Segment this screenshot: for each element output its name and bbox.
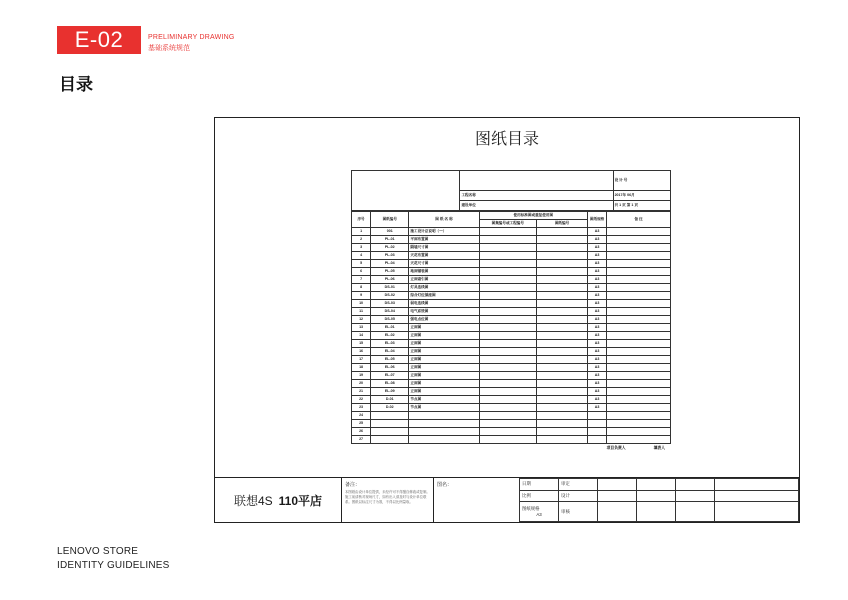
- table-cell: PL-03: [371, 252, 409, 260]
- table-cell: [536, 300, 587, 308]
- table-cell: [607, 372, 671, 380]
- table-cell: A3: [588, 348, 607, 356]
- table-row: [352, 436, 671, 444]
- table-cell: A3: [588, 316, 607, 324]
- scale-label: 比例: [520, 490, 559, 502]
- table-cell: A3: [588, 300, 607, 308]
- table-cell: A3: [588, 364, 607, 372]
- table-cell: [536, 340, 587, 348]
- table-cell: [536, 436, 587, 444]
- table-cell: 隔墙尺寸图: [409, 244, 479, 252]
- page-code-badge: E-02: [57, 26, 141, 54]
- drawing-name-label: 图名：: [437, 482, 453, 488]
- table-cell: [536, 404, 587, 412]
- table-row: [352, 228, 671, 236]
- table-cell: [536, 380, 587, 388]
- table-cell: 6: [352, 268, 371, 276]
- table-cell: [479, 260, 536, 268]
- table-cell: 17: [352, 356, 371, 364]
- table-cell: PL-02: [371, 244, 409, 252]
- table-row: [352, 396, 671, 404]
- table-cell: [479, 428, 536, 436]
- table-cell: [607, 292, 671, 300]
- table-cell: 平面布置图: [409, 236, 479, 244]
- sheet-title: 图纸目录: [474, 129, 539, 148]
- table-cell: [607, 268, 671, 276]
- table-cell: [588, 436, 607, 444]
- info-blank-2: [460, 171, 613, 191]
- col-name: 图 纸 名 称: [409, 212, 479, 228]
- col-remark: 备 注: [607, 212, 671, 228]
- table-cell: [607, 428, 671, 436]
- table-cell: EL-01: [371, 324, 409, 332]
- table-cell: [536, 308, 587, 316]
- col-std-no: 图集编号或工程编号: [479, 220, 536, 228]
- table-cell: [607, 236, 671, 244]
- table-cell: DS-04: [371, 308, 409, 316]
- table-cell: 立面图: [409, 348, 479, 356]
- table-cell: [479, 244, 536, 252]
- table-row: [352, 348, 671, 356]
- table-cell: A3: [588, 372, 607, 380]
- table-cell: 18: [352, 364, 371, 372]
- table-cell: [536, 420, 587, 428]
- table-cell: D-01: [371, 396, 409, 404]
- table-cell: 地面铺装图: [409, 268, 479, 276]
- table-cell: [607, 388, 671, 396]
- table-cell: [536, 260, 587, 268]
- table-cell: 14: [352, 332, 371, 340]
- table-cell: A3: [588, 228, 607, 236]
- table-cell: [607, 260, 671, 268]
- table-cell: A3: [588, 236, 607, 244]
- table-cell: [371, 420, 409, 428]
- table-cell: 5: [352, 260, 371, 268]
- table-cell: [607, 364, 671, 372]
- table-cell: A3: [588, 332, 607, 340]
- table-cell: DS-05: [371, 316, 409, 324]
- table-row: [352, 412, 671, 420]
- table-cell: [479, 420, 536, 428]
- table-cell: 电气系统图: [409, 308, 479, 316]
- table-cell: A3: [588, 404, 607, 412]
- table-cell: [536, 388, 587, 396]
- table-cell: [607, 332, 671, 340]
- table-cell: [479, 252, 536, 260]
- table-cell: A3: [588, 260, 607, 268]
- table-row: [352, 324, 671, 332]
- table-cell: [536, 372, 587, 380]
- table-cell: 天花尺寸图: [409, 260, 479, 268]
- design-no-label: 设 计 号: [613, 171, 670, 191]
- table-cell: 8: [352, 284, 371, 292]
- table-cell: A3: [588, 292, 607, 300]
- table-cell: A3: [588, 252, 607, 260]
- table-cell: 22: [352, 396, 371, 404]
- table-row: [352, 260, 671, 268]
- table-cell: A3: [588, 324, 607, 332]
- table-cell: 立面图: [409, 324, 479, 332]
- table-cell: [536, 332, 587, 340]
- table-cell: PL-01: [371, 236, 409, 244]
- table-cell: 1: [352, 228, 371, 236]
- table-cell: [479, 356, 536, 364]
- table-cell: [479, 364, 536, 372]
- table-row: [352, 236, 671, 244]
- table-cell: [371, 436, 409, 444]
- table-cell: [607, 436, 671, 444]
- table-cell: 3: [352, 244, 371, 252]
- table-cell: [479, 380, 536, 388]
- table-cell: 天花布置图: [409, 252, 479, 260]
- col-std-group: 使用标准图或重复使用图: [479, 212, 587, 220]
- table-row: [352, 388, 671, 396]
- table-cell: 立面图: [409, 340, 479, 348]
- table-cell: 21: [352, 388, 371, 396]
- info-page: 共 1 页 第 1 页: [613, 201, 670, 211]
- table-cell: 24: [352, 412, 371, 420]
- notes-text: 本图纸由设计单位提供，未经许可不得擅自修改或复制。施工前请核对现场尺寸，如有出入请及时与设计单位联系。图纸以标注尺寸为准，不得以比例量取。: [345, 490, 430, 504]
- table-row: [352, 356, 671, 364]
- table-row: [352, 316, 671, 324]
- table-cell: [479, 268, 536, 276]
- table-cell: EL-02: [371, 332, 409, 340]
- project-name-b: 110平店: [278, 493, 323, 508]
- table-row: [352, 244, 671, 252]
- table-cell: [536, 276, 587, 284]
- table-cell: [588, 420, 607, 428]
- table-cell: [479, 276, 536, 284]
- size-label: 图纸规格: [522, 506, 540, 512]
- table-row: [352, 292, 671, 300]
- table-cell: [607, 316, 671, 324]
- table-cell: [479, 284, 536, 292]
- table-cell: 立面图: [409, 388, 479, 396]
- table-row: [352, 308, 671, 316]
- table-cell: EL-07: [371, 372, 409, 380]
- table-cell: A3: [588, 380, 607, 388]
- table-cell: PL-06: [371, 276, 409, 284]
- table-cell: EL-03: [371, 340, 409, 348]
- table-row: [352, 300, 671, 308]
- table-cell: [479, 388, 536, 396]
- table-cell: [479, 228, 536, 236]
- table-cell: A3: [588, 284, 607, 292]
- project-name: [215, 478, 342, 522]
- table-cell: [536, 284, 587, 292]
- table-cell: PL-05: [371, 268, 409, 276]
- table-cell: DS-03: [371, 300, 409, 308]
- table-cell: 弱电连线图: [409, 300, 479, 308]
- table-cell: [479, 348, 536, 356]
- table-cell: 12: [352, 316, 371, 324]
- table-cell: [536, 228, 587, 236]
- col-seq: 序号: [352, 212, 371, 228]
- table-cell: [479, 324, 536, 332]
- drawing-index-table: [351, 211, 671, 444]
- table-cell: 2: [352, 236, 371, 244]
- table-cell: 25: [352, 420, 371, 428]
- project-name-a: 联想4S: [233, 493, 273, 508]
- table-cell: [588, 412, 607, 420]
- table-cell: 27: [352, 436, 371, 444]
- table-cell: [588, 428, 607, 436]
- table-cell: EL-04: [371, 348, 409, 356]
- table-cell: [607, 404, 671, 412]
- table-cell: [371, 412, 409, 420]
- table-cell: 立面索引图: [409, 276, 479, 284]
- table-row: [352, 372, 671, 380]
- table-cell: [607, 340, 671, 348]
- table-cell: [536, 316, 587, 324]
- table-cell: [536, 324, 587, 332]
- size-cell: [520, 502, 559, 522]
- table-row: [352, 420, 671, 428]
- table-row: [352, 284, 671, 292]
- table-cell: 立面图: [409, 380, 479, 388]
- table-cell: [409, 412, 479, 420]
- table-cell: [479, 412, 536, 420]
- approve-label: 审定: [559, 479, 598, 491]
- table-cell: [536, 348, 587, 356]
- table-cell: [607, 228, 671, 236]
- table-cell: 节点图: [409, 396, 479, 404]
- table-cell: 23: [352, 404, 371, 412]
- table-row: [352, 340, 671, 348]
- table-cell: A3: [588, 308, 607, 316]
- table-cell: [479, 236, 536, 244]
- table-cell: [536, 428, 587, 436]
- header-subtitle-en: PRELIMINARY DRAWING: [148, 34, 235, 41]
- project-name-label: 工程名称: [460, 191, 613, 201]
- table-cell: EL-09: [371, 388, 409, 396]
- table-cell: 7: [352, 276, 371, 284]
- table-cell: [479, 308, 536, 316]
- table-cell: 强电点位图: [409, 316, 479, 324]
- table-cell: [607, 348, 671, 356]
- table-cell: 13: [352, 324, 371, 332]
- table-cell: [479, 404, 536, 412]
- table-cell: [479, 396, 536, 404]
- table-cell: [409, 436, 479, 444]
- unit-label: 建设单位: [460, 201, 613, 211]
- table-cell: [607, 276, 671, 284]
- table-cell: 立面图: [409, 332, 479, 340]
- index-table-wrap: [351, 170, 671, 451]
- table-row: [352, 268, 671, 276]
- table-row: [352, 252, 671, 260]
- table-cell: [536, 268, 587, 276]
- table-cell: [607, 324, 671, 332]
- table-row: [352, 404, 671, 412]
- table-cell: 立面图: [409, 372, 479, 380]
- table-cell: [479, 316, 536, 324]
- brand-line-1: LENOVO STORE: [57, 546, 139, 557]
- table-cell: [607, 356, 671, 364]
- table-cell: 灯具连线图: [409, 284, 479, 292]
- table-cell: [479, 340, 536, 348]
- table-cell: 4: [352, 252, 371, 260]
- table-cell: A3: [588, 340, 607, 348]
- table-cell: [607, 284, 671, 292]
- table-cell: [536, 252, 587, 260]
- table-cell: A3: [588, 356, 607, 364]
- table-cell: [479, 436, 536, 444]
- table-cell: [479, 300, 536, 308]
- table-cell: [409, 420, 479, 428]
- table-cell: 15: [352, 340, 371, 348]
- table-cell: 节点图: [409, 404, 479, 412]
- table-cell: 立面图: [409, 356, 479, 364]
- table-cell: A3: [588, 276, 607, 284]
- table-cell: [371, 428, 409, 436]
- col-drawing-no: 图纸编号: [371, 212, 409, 228]
- table-cell: DS-02: [371, 292, 409, 300]
- date-label: 日期: [520, 479, 559, 491]
- table-cell: [479, 372, 536, 380]
- table-cell: [536, 244, 587, 252]
- table-cell: 立面图: [409, 364, 479, 372]
- design-label: 设计: [559, 490, 598, 502]
- table-cell: [607, 300, 671, 308]
- table-cell: [607, 380, 671, 388]
- table-cell: [536, 396, 587, 404]
- info-date: 2017年 06月: [613, 191, 670, 201]
- table-row: [352, 364, 671, 372]
- leader-label: 项目负责人: [606, 446, 626, 450]
- drawing-name-box: [434, 478, 520, 522]
- table-cell: EL-08: [371, 380, 409, 388]
- table-cell: A3: [588, 396, 607, 404]
- table-cell: [536, 356, 587, 364]
- table-cell: 20: [352, 380, 371, 388]
- table-cell: [607, 396, 671, 404]
- table-cell: [479, 292, 536, 300]
- col-size: 图纸规格: [588, 212, 607, 228]
- header-subtitle-cn: 基础系统规范: [148, 45, 190, 52]
- table-cell: 10: [352, 300, 371, 308]
- sign-row: [351, 446, 671, 451]
- size-value: A3: [536, 512, 542, 518]
- table-cell: 16: [352, 348, 371, 356]
- table-cell: [536, 364, 587, 372]
- table-cell: [479, 332, 536, 340]
- notes-box: [342, 478, 434, 522]
- table-cell: 001: [371, 228, 409, 236]
- table-cell: [607, 308, 671, 316]
- table-cell: 施工设计总说明（一）: [409, 228, 479, 236]
- table-cell: [607, 252, 671, 260]
- info-table: [351, 170, 671, 211]
- filler-label: 填表人: [653, 446, 665, 450]
- table-cell: 9: [352, 292, 371, 300]
- table-cell: [607, 420, 671, 428]
- table-row: [352, 428, 671, 436]
- table-cell: A3: [588, 268, 607, 276]
- table-cell: PL-04: [371, 260, 409, 268]
- table-cell: [536, 292, 587, 300]
- table-cell: [607, 244, 671, 252]
- table-cell: EL-05: [371, 356, 409, 364]
- table-cell: A3: [588, 244, 607, 252]
- table-cell: EL-06: [371, 364, 409, 372]
- drawing-sheet: [214, 117, 800, 523]
- info-blank: [352, 171, 460, 211]
- table-row: [352, 332, 671, 340]
- table-cell: DS-01: [371, 284, 409, 292]
- approval-grid: [519, 478, 799, 522]
- table-cell: 26: [352, 428, 371, 436]
- table-cell: [536, 236, 587, 244]
- table-cell: [607, 412, 671, 420]
- notes-label: 备注：: [345, 482, 361, 488]
- table-cell: 19: [352, 372, 371, 380]
- table-row: [352, 276, 671, 284]
- table-cell: D-02: [371, 404, 409, 412]
- title-block: [215, 477, 799, 522]
- table-cell: A3: [588, 388, 607, 396]
- table-row: [352, 380, 671, 388]
- table-cell: [409, 428, 479, 436]
- col-std-drawing: 图纸编号: [536, 220, 587, 228]
- table-cell: 11: [352, 308, 371, 316]
- check-label: 审核: [559, 502, 598, 522]
- brand-line-2: IDENTITY GUIDELINES: [57, 560, 170, 571]
- table-cell: 综合灯位插座图: [409, 292, 479, 300]
- table-cell: [536, 412, 587, 420]
- section-title: 目录: [59, 75, 93, 94]
